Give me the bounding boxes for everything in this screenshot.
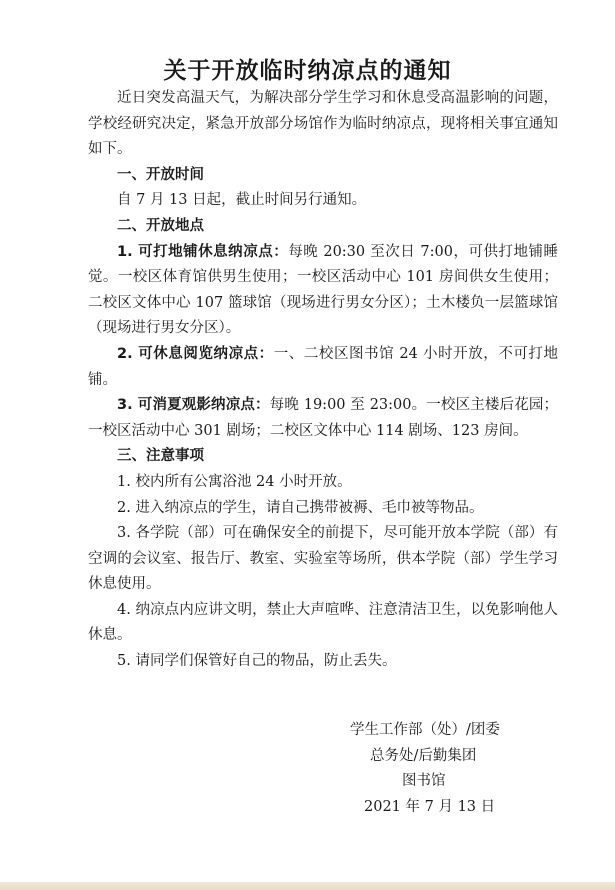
notice-body bbox=[88, 86, 558, 675]
signature-dept-library: 图书馆 bbox=[402, 773, 446, 790]
location-item-lead: 1. 可打地铺休息纳凉点： bbox=[117, 243, 289, 260]
notice-title: 关于开放临时纳凉点的通知 bbox=[163, 58, 452, 84]
note-item: 3. 各学院（部）可在确保安全的前提下，尽可能开放本学院（部）有空调的会议室、报告厅、教室、实验室等场所，供本学院（部）学生学习休息使用。 bbox=[88, 525, 558, 593]
intro-paragraph: 近日突发高温天气，为解决部分学生学习和休息受高温影响的问题，学校经研究决定，紧急开放部分场馆作为临时纳凉点，现将相关事宜通知如下。 bbox=[88, 90, 558, 158]
note-item: 1. 校内所有公寓浴池 24 小时开放。 bbox=[117, 473, 352, 490]
section-heading-time: 一、开放时间 bbox=[117, 166, 204, 183]
location-item-text: 每晚 19:00 至 23:00。一校区主楼后花园；一校区活动中心 301 剧场；二校区文体中心 114 剧场、123 房间。 bbox=[88, 397, 558, 439]
signature-dept-logistics: 总务处/后勤集团 bbox=[370, 747, 477, 764]
signature-block bbox=[330, 718, 570, 820]
section-heading-notes: 三、注意事项 bbox=[117, 448, 204, 465]
section-text-time: 自 7 月 13 日起，截止时间另行通知。 bbox=[117, 192, 367, 209]
location-item-lead: 3. 可消夏观影纳凉点： bbox=[117, 397, 270, 414]
location-item bbox=[88, 342, 558, 393]
location-item bbox=[88, 393, 558, 444]
note-item: 4. 纳凉点内应讲文明，禁止大声喧哗、注意清洁卫生，以免影响他人休息。 bbox=[88, 601, 558, 644]
location-item-text: 每晚 20:30 至次日 7:00，可供打地铺睡觉。一校区体育馆供男生使用；一校区活动中心 101 房间供女生使用；二校区文体中心 107 篮球馆（现场进行男女分区）；土木楼负一层篮球馆（现场进行男女分区）。 bbox=[88, 243, 558, 337]
note-item: 5. 请同学们保管好自己的物品，防止丢失。 bbox=[117, 653, 397, 670]
signature-dept-student-affairs: 学生工作部（处）/团委 bbox=[350, 722, 500, 738]
location-item-lead: 2. 可休息阅览纳凉点： bbox=[117, 345, 274, 362]
page-bottom-edge bbox=[0, 882, 615, 890]
section-heading-location: 二、开放地点 bbox=[117, 217, 204, 234]
location-item-text: 一、二校区图书馆 24 小时开放，不可打地铺。 bbox=[88, 345, 558, 388]
note-item: 2. 进入纳凉点的学生，请自己携带被褥、毛巾被等物品。 bbox=[117, 499, 484, 516]
signature-date: 2021 年 7 月 13 日 bbox=[364, 798, 496, 815]
location-item bbox=[88, 240, 558, 342]
